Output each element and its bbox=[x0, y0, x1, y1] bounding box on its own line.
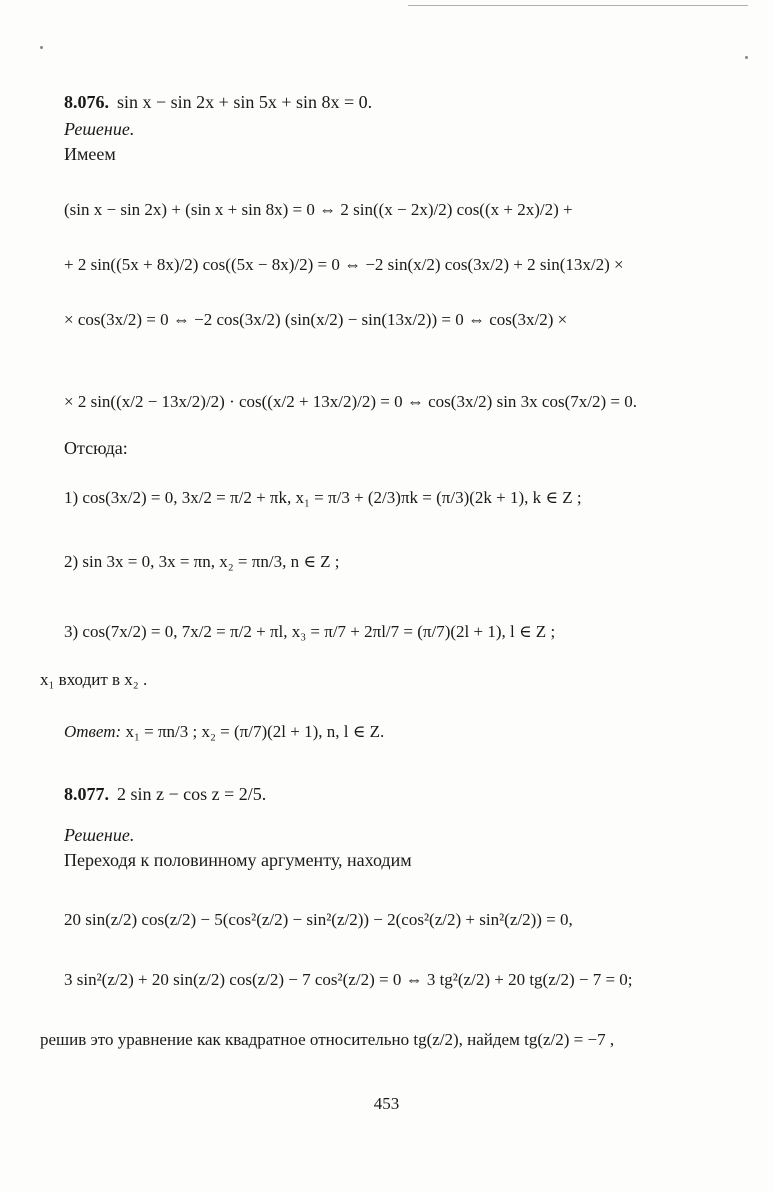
scan-speck bbox=[40, 46, 43, 49]
problem-077-label: 8.077. bbox=[64, 784, 109, 804]
problem-077-conclusion: решив это уравнение как квадратное относительно tg(z/2), найдем tg(z/2) = −7 , bbox=[40, 1030, 615, 1049]
problem-076-step-4: × 2 sin((x/2 − 13x/2)/2) · cos((x/2 + 13x/2)/2) = 0 ⇔ cos(3x/2) sin 3x cos(7x/2) = 0. bbox=[64, 392, 637, 411]
problem-076-statement bbox=[64, 92, 372, 113]
answer-value: x₁ = πn/3 ; x₂ = (π/7)(2l + 1), n, l ∈ Z. bbox=[125, 722, 385, 741]
problem-076-solution-heading: Решение. bbox=[64, 119, 135, 139]
problem-076-equation: sin x − sin 2x + sin 5x + sin 8x = 0. bbox=[117, 92, 373, 112]
problem-076-case-3: 3) cos(7x/2) = 0, 7x/2 = π/2 + πl, x₃ = π/7 + 2πl/7 = (π/7)(2l + 1), l ∈ Z ; bbox=[64, 622, 556, 641]
problem-077-statement bbox=[64, 784, 266, 805]
problem-076-step-2: + 2 sin((5x + 8x)/2) cos((5x − 8x)/2) = 0 ⇔ −2 sin(x/2) cos(3x/2) + 2 sin(13x/2) × bbox=[64, 255, 624, 274]
top-rule bbox=[408, 5, 748, 6]
problem-076-label: 8.076. bbox=[64, 92, 109, 112]
problem-077-step-1: 20 sin(z/2) cos(z/2) − 5(cos²(z/2) − sin²(z/2)) − 2(cos²(z/2) + sin²(z/2)) = 0, bbox=[64, 910, 573, 929]
problem-076-hence: Отсюда: bbox=[64, 438, 128, 458]
problem-076-step-3: × cos(3x/2) = 0 ⇔ −2 cos(3x/2) (sin(x/2) − sin(13x/2)) = 0 ⇔ cos(3x/2) × bbox=[64, 310, 568, 329]
problem-076-case-1: 1) cos(3x/2) = 0, 3x/2 = π/2 + πk, x₁ = π/3 + (2/3)πk = (π/3)(2k + 1), k ∈ Z ; bbox=[64, 488, 582, 507]
problem-076-intro: Имеем bbox=[64, 144, 116, 164]
problem-076-answer bbox=[64, 722, 384, 742]
problem-077-solution-heading: Решение. bbox=[64, 825, 135, 845]
problem-076-step-1: (sin x − sin 2x) + (sin x + sin 8x) = 0 ⇔ 2 sin((x − 2x)/2) cos((x + 2x)/2) + bbox=[64, 200, 573, 219]
problem-076-case-2: 2) sin 3x = 0, 3x = πn, x₂ = πn/3, n ∈ Z ; bbox=[64, 552, 340, 571]
problem-077-intro: Переходя к половинному аргументу, находим bbox=[64, 850, 412, 870]
problem-076-note: x₁ входит в x₂ . bbox=[40, 670, 148, 689]
problem-077-equation: 2 sin z − cos z = 2/5. bbox=[117, 784, 267, 804]
page-number: 453 bbox=[373, 1094, 400, 1113]
problem-077-step-2: 3 sin²(z/2) + 20 sin(z/2) cos(z/2) − 7 cos²(z/2) = 0 ⇔ 3 tg²(z/2) + 20 tg(z/2) − 7 = 0; bbox=[64, 970, 633, 989]
scan-speck bbox=[745, 56, 748, 59]
answer-label: Ответ: bbox=[64, 722, 122, 741]
